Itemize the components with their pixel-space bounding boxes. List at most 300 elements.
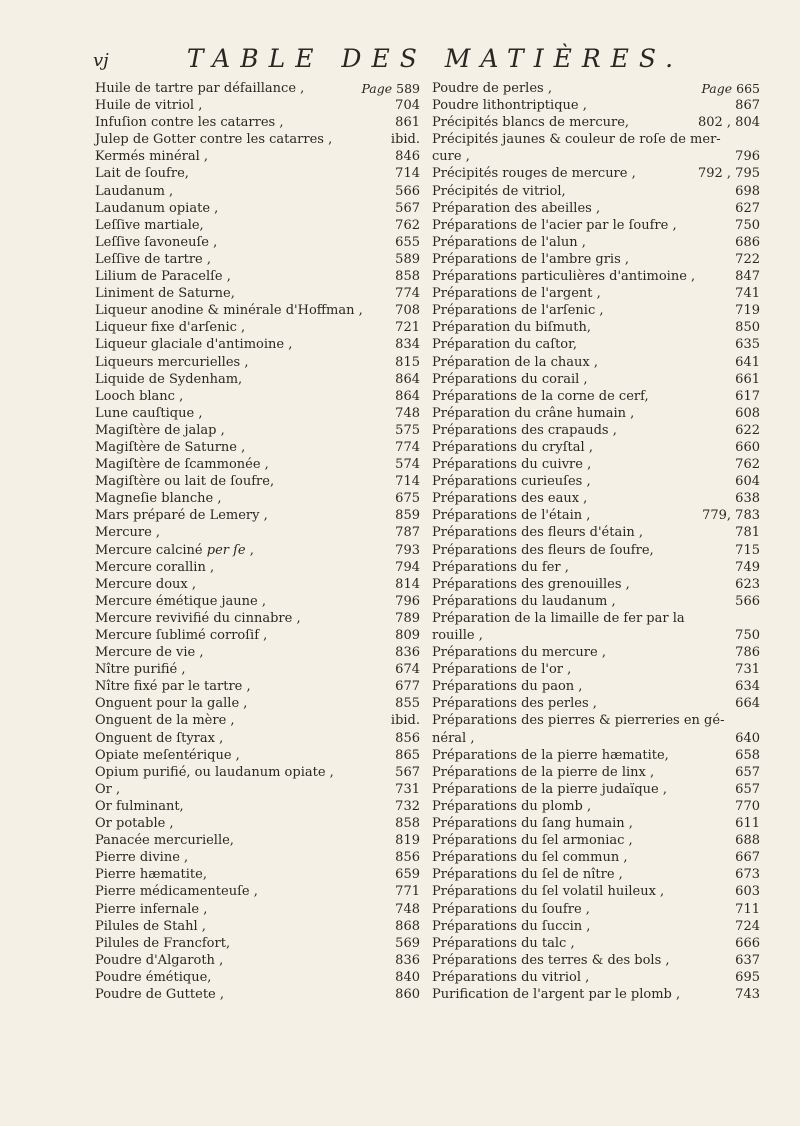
page-reference: 731 <box>735 662 760 678</box>
page-reference: 722 <box>735 251 760 267</box>
index-entry <box>95 456 420 473</box>
entry-text: Préparation de la chaux , <box>432 354 598 370</box>
entry-text: Liniment de Saturne, <box>95 286 235 302</box>
index-entry <box>95 114 420 131</box>
entry-text: Pilules de Stahl , <box>95 918 206 934</box>
index-entry <box>95 883 420 900</box>
index-entry-title <box>95 371 242 388</box>
index-entry <box>432 285 760 302</box>
index-entry <box>95 405 420 422</box>
index-entry-title <box>432 490 587 507</box>
page-reference: 714 <box>395 166 420 182</box>
index-entry-title <box>432 781 667 798</box>
index-entry <box>95 285 420 302</box>
index-entry-page <box>735 815 760 832</box>
index-entry-page <box>395 559 420 576</box>
index-entry <box>432 148 760 165</box>
index-entry <box>432 165 760 182</box>
page-reference: 864 <box>395 388 420 404</box>
index-entry-title <box>432 832 633 849</box>
index-entry-title <box>95 234 217 251</box>
entry-text: Mercure émétique jaune , <box>95 593 267 609</box>
entry-text: Préparations du laudanum , <box>432 593 616 609</box>
index-entry-title <box>432 439 593 456</box>
page-reference: 667 <box>735 850 760 866</box>
index-entry-page <box>735 661 760 678</box>
entry-text: Préparations du vitriol , <box>432 969 590 985</box>
index-entry-title <box>432 866 623 883</box>
index-entry-page <box>395 935 420 952</box>
index-entry-page <box>735 866 760 883</box>
entry-text: Préparations de l'étain , <box>432 508 591 524</box>
index-entry-title <box>432 422 617 439</box>
page-reference: 566 <box>395 183 420 199</box>
entry-text: Poudre émétique, <box>95 969 212 985</box>
index-entry-page <box>395 319 420 336</box>
index-entry-title <box>432 388 649 405</box>
index-entry <box>432 183 760 200</box>
page-reference: 660 <box>735 439 760 455</box>
index-entry <box>95 661 420 678</box>
entry-text: Huile de vitriol , <box>95 98 203 114</box>
index-entry-title <box>432 165 636 182</box>
page-reference: 846 <box>395 149 420 165</box>
index-entry-title <box>432 559 569 576</box>
page-reference: 611 <box>735 816 760 832</box>
index-entry-page <box>395 695 420 712</box>
page-reference: 661 <box>735 371 760 387</box>
entry-text: Préparations du cryſtal , <box>432 439 593 455</box>
index-entry-title <box>95 473 274 490</box>
index-entry-page <box>735 388 760 405</box>
index-entry-title <box>95 439 245 456</box>
index-entry <box>432 490 760 507</box>
index-entry <box>432 131 760 148</box>
index-entry <box>95 627 420 644</box>
index-entry-title <box>432 80 552 97</box>
entry-text: Lait de ſoufre, <box>95 166 189 182</box>
page-reference: 793 <box>395 542 420 558</box>
index-entry-page <box>735 832 760 849</box>
index-entry-page <box>698 165 760 182</box>
index-entry-page <box>361 80 420 97</box>
page-reference: 627 <box>735 200 760 216</box>
index-entry-title <box>432 918 590 935</box>
page-reference: 657 <box>735 764 760 780</box>
index-entry-title <box>432 730 474 747</box>
page-reference: 794 <box>395 559 420 575</box>
entry-text: Préparations du corail , <box>432 371 588 387</box>
entry-text: Préparation du biſmuth, <box>432 320 591 336</box>
page-reference: 688 <box>735 833 760 849</box>
index-entry <box>95 832 420 849</box>
page-reference: 867 <box>735 98 760 114</box>
index-entry-page <box>735 371 760 388</box>
entry-text: Préparations du fer , <box>432 559 569 575</box>
index-entry <box>95 712 420 729</box>
index-entry-title <box>95 114 283 131</box>
index-entry-title <box>432 986 680 1003</box>
index-entry <box>95 798 420 815</box>
index-entry-title <box>432 952 670 969</box>
index-entry-title <box>432 764 654 781</box>
page-reference: 575 <box>395 422 420 438</box>
entry-text: Mercure doux , <box>95 576 197 592</box>
entry-text: Or , <box>95 781 121 797</box>
index-entry-title <box>95 866 207 883</box>
entry-text: Pierre divine , <box>95 850 189 866</box>
index-entry <box>432 593 760 610</box>
index-entry-page <box>735 559 760 576</box>
index-entry <box>432 336 760 353</box>
index-entry-title <box>95 388 183 405</box>
index-entry <box>95 730 420 747</box>
entry-text: Préparations des fleurs d'étain , <box>432 525 644 541</box>
index-entry <box>432 781 760 798</box>
entry-text: Précipités blancs de mercure, <box>432 115 630 131</box>
index-entry-page <box>735 695 760 712</box>
index-entry <box>432 507 760 524</box>
page-reference: 641 <box>735 354 760 370</box>
page-reference: 732 <box>395 798 420 814</box>
index-entry <box>432 422 760 439</box>
index-entry <box>432 712 760 729</box>
entry-text: Mercure revivifié du cinnabre , <box>95 610 301 626</box>
index-entry-page <box>735 644 760 661</box>
entry-text: Préparations de la corne de cerf, <box>432 388 649 404</box>
entry-text: Magiſtère ou lait de ſoufre, <box>95 474 275 490</box>
index-entry <box>95 183 420 200</box>
index-entry <box>432 234 760 251</box>
page-reference: 698 <box>735 183 760 199</box>
index-entry-title <box>95 576 196 593</box>
index-entry-page <box>395 849 420 866</box>
index-entry-page <box>735 405 760 422</box>
index-entry <box>432 576 760 593</box>
index-entry-page <box>395 507 420 524</box>
entry-text: Préparations particulières d'antimoine , <box>432 269 696 285</box>
index-entry <box>95 490 420 507</box>
index-entry <box>95 610 420 627</box>
index-entry-title <box>432 251 629 268</box>
entry-text: Préparations de l'or , <box>432 662 572 678</box>
entry-text: Préparations de l'acier par le ſoufre , <box>432 217 677 233</box>
index-entry-page <box>395 148 420 165</box>
entry-text: Préparations de l'alun , <box>432 234 586 250</box>
index-entry-page <box>395 165 420 182</box>
index-entry-title <box>432 302 604 319</box>
index-entry-title <box>432 319 591 336</box>
page-reference: 809 <box>395 628 420 643</box>
index-entry-title <box>432 131 721 148</box>
entry-text: Poudre lithontriptique , <box>432 98 587 114</box>
index-entry-page <box>395 730 420 747</box>
index-entry-title <box>95 131 332 148</box>
index-entry-page <box>395 815 420 832</box>
index-entry <box>432 114 760 131</box>
index-entry <box>432 695 760 712</box>
page-reference: 762 <box>735 457 760 473</box>
index-entry-page <box>735 678 760 695</box>
index-entry-page <box>395 114 420 131</box>
index-entry-page <box>735 302 760 319</box>
index-entry <box>95 251 420 268</box>
page-reference: 623 <box>735 576 760 592</box>
entry-text: Looch blanc , <box>95 388 184 404</box>
index-entry-page <box>395 781 420 798</box>
index-entry-title <box>95 627 267 644</box>
page-reference: 770 <box>735 798 760 814</box>
entry-text: Poudre de Guttete , <box>95 986 225 1002</box>
index-entry <box>95 781 420 798</box>
page-reference: 664 <box>735 696 760 712</box>
index-entry-page <box>395 747 420 764</box>
page-reference: 792 , 795 <box>697 166 760 182</box>
index-entry-title <box>95 559 214 576</box>
page-reference: 865 <box>395 747 420 763</box>
index-entry <box>95 165 420 182</box>
index-entry <box>432 730 760 747</box>
entry-text: Magneſie blanche , <box>95 491 222 507</box>
index-entry <box>432 405 760 422</box>
index-entry-title <box>95 935 230 952</box>
index-entry <box>95 849 420 866</box>
index-entry-title <box>95 832 234 849</box>
entry-text: Préparations du ſel volatil huileux , <box>432 884 665 900</box>
index-entry-page <box>395 285 420 302</box>
page-reference: 779, 783 <box>702 508 760 524</box>
index-entry-page <box>395 217 420 234</box>
page-reference: 604 <box>735 474 760 490</box>
index-entry-page <box>395 251 420 268</box>
index-column-left <box>95 80 420 1003</box>
index-entry-title <box>95 507 268 524</box>
page-reference: 714 <box>395 474 420 490</box>
index-entry-title <box>95 695 247 712</box>
page-reference: 741 <box>735 286 760 302</box>
page-reference: 673 <box>735 867 760 883</box>
entry-text: Préparations des eaux , <box>432 491 588 507</box>
index-entry <box>95 336 420 353</box>
index-entry-page <box>395 576 420 593</box>
entry-text: Préparations du ſang humain , <box>432 816 633 832</box>
entry-text: Préparation du caſtor, <box>432 337 578 353</box>
entry-text: Laudanum , <box>95 183 174 199</box>
entry-text: Précipités jaunes & couleur de roſe de mer- <box>432 132 721 148</box>
entry-text: Onguent de la mère , <box>95 713 235 729</box>
page-reference: 819 <box>395 833 420 849</box>
entry-text: Opium purifié, ou laudanum opiate , <box>95 764 334 780</box>
entry-text: Or fulminant, <box>95 798 184 814</box>
index-entry-page <box>735 422 760 439</box>
index-entry-title <box>95 422 225 439</box>
index-entry <box>432 268 760 285</box>
page-reference: 861 <box>395 115 420 131</box>
entry-text: Préparations du ſel de nître , <box>432 867 623 883</box>
index-entry <box>432 986 760 1003</box>
index-entry <box>432 935 760 952</box>
index-entry-title <box>95 747 240 764</box>
entry-text: Mercure , <box>95 525 161 541</box>
index-entry-page <box>395 388 420 405</box>
index-entry-page <box>395 439 420 456</box>
index-entry <box>95 764 420 781</box>
index-entry-title <box>432 542 654 559</box>
entry-text: Leſſive ſavoneuſe , <box>95 234 218 250</box>
index-entry-title <box>432 901 590 918</box>
index-entry-title <box>432 148 470 165</box>
page-reference: 666 <box>735 935 760 951</box>
page-reference: 603 <box>735 884 760 900</box>
entry-text: Préparations des grenouilles , <box>432 576 630 592</box>
page-reference: 860 <box>395 986 420 1002</box>
page-reference: 774 <box>395 439 420 455</box>
index-entry <box>432 354 760 371</box>
page-reference: 622 <box>735 422 760 438</box>
index-entry-title <box>432 217 677 234</box>
index-entry-title <box>95 815 174 832</box>
entry-text: Nître purifié , <box>95 662 186 678</box>
page-reference: 640 <box>735 730 760 746</box>
index-entry <box>95 200 420 217</box>
entry-text: Préparations du cuivre , <box>432 457 592 473</box>
index-entry <box>95 678 420 695</box>
entry-text: cure , <box>432 149 470 165</box>
page-reference: 659 <box>395 867 420 883</box>
index-entry <box>95 302 420 319</box>
page-reference: 711 <box>735 901 760 917</box>
index-entry-page <box>395 644 420 661</box>
index-entry-title <box>95 200 218 217</box>
index-entry-title <box>432 473 591 490</box>
index-entry-page <box>735 148 760 165</box>
page-reference: 774 <box>395 286 420 302</box>
index-entry <box>95 969 420 986</box>
index-entry <box>432 849 760 866</box>
page-reference: 748 <box>395 405 420 421</box>
index-entry-page <box>735 97 760 114</box>
index-entry-title <box>432 507 590 524</box>
index-entry-page <box>395 97 420 114</box>
index-entry <box>432 866 760 883</box>
index-entry-page <box>391 131 420 148</box>
index-entry <box>95 268 420 285</box>
index-entry-title <box>95 849 188 866</box>
index-entry-title <box>95 405 202 422</box>
page-reference: ibid. <box>390 132 420 148</box>
index-entry-page <box>395 268 420 285</box>
index-entry-page <box>702 507 760 524</box>
entry-text: Opiate meſentérique , <box>95 747 240 763</box>
index-column-right <box>432 80 760 1003</box>
entry-text: Mercure calciné <box>95 542 203 558</box>
page-reference: 567 <box>395 764 420 780</box>
page-reference: 638 <box>735 491 760 507</box>
entry-text: Précipités de vitriol, <box>432 183 566 199</box>
index-entry-title <box>95 251 211 268</box>
entry-text: Purification de l'argent par le plomb , <box>432 986 681 1002</box>
index-entry-page <box>395 371 420 388</box>
index-entry-title <box>432 935 575 952</box>
index-entry <box>432 661 760 678</box>
index-entry-title <box>432 712 724 729</box>
index-entry-page <box>735 593 760 610</box>
page-reference: 567 <box>395 200 420 216</box>
index-entry <box>432 901 760 918</box>
index-entry-page <box>735 439 760 456</box>
index-entry-title <box>432 234 586 251</box>
entry-text: Mercure corallin , <box>95 559 215 575</box>
index-entry <box>432 644 760 661</box>
index-entry <box>432 559 760 576</box>
entry-text: Liqueur anodine & minérale d'Hoffman , <box>95 303 363 319</box>
index-entry-page <box>735 456 760 473</box>
index-entry-page <box>735 524 760 541</box>
entry-text: Poudre de perles , <box>432 81 552 96</box>
page-reference: 856 <box>395 850 420 866</box>
index-entry-title <box>95 798 184 815</box>
index-entry <box>432 610 760 627</box>
index-entry-title <box>432 798 591 815</box>
index-entry-page <box>735 490 760 507</box>
index-entry-title <box>95 524 160 541</box>
entry-text: Préparations de l'arſenic , <box>432 303 604 319</box>
entry-text: Préparations des pierres & pierreries en gé- <box>432 713 725 729</box>
page-reference: 635 <box>735 337 760 353</box>
index-entry-page <box>395 901 420 918</box>
entry-text: Préparations du ſel commun , <box>432 850 628 866</box>
index-entry-page <box>395 200 420 217</box>
index-entry-title <box>432 695 597 712</box>
entry-text: Panacée mercurielle, <box>95 833 234 849</box>
index-entry-page <box>735 952 760 969</box>
entry-text: Préparations du plomb , <box>432 798 592 814</box>
index-entry <box>95 593 420 610</box>
page-reference: 781 <box>735 525 760 541</box>
index-entry-page <box>395 866 420 883</box>
index-entry-title <box>95 712 235 729</box>
index-entry-title <box>432 285 601 302</box>
page-reference: 677 <box>395 679 420 695</box>
index-entry <box>432 456 760 473</box>
page-reference: 815 <box>395 354 420 370</box>
index-entry-page <box>395 593 420 610</box>
index-entry-title <box>432 883 664 900</box>
index-entry-page <box>735 285 760 302</box>
entry-text: Préparations des terres & des bols , <box>432 952 670 968</box>
index-entry <box>95 952 420 969</box>
index-entry <box>95 131 420 148</box>
index-entry-page <box>395 524 420 541</box>
index-entry <box>95 148 420 165</box>
index-entry-page <box>395 302 420 319</box>
index-entry <box>95 918 420 935</box>
entry-text: Nître fixé par le tartre , <box>95 679 251 695</box>
index-entry-page <box>735 986 760 1003</box>
index-entry <box>432 815 760 832</box>
entry-text: Or potable , <box>95 816 174 832</box>
page-reference: 724 <box>735 918 760 934</box>
index-entry-title <box>95 302 363 319</box>
index-entry-page <box>395 798 420 815</box>
index-entry-title <box>432 354 598 371</box>
page-reference: 856 <box>395 730 420 746</box>
index-entry-title <box>95 610 301 627</box>
index-entry-title <box>95 593 266 610</box>
index-entry-title <box>95 781 120 798</box>
index-entry-title <box>95 883 258 900</box>
index-entry-title <box>95 764 334 781</box>
